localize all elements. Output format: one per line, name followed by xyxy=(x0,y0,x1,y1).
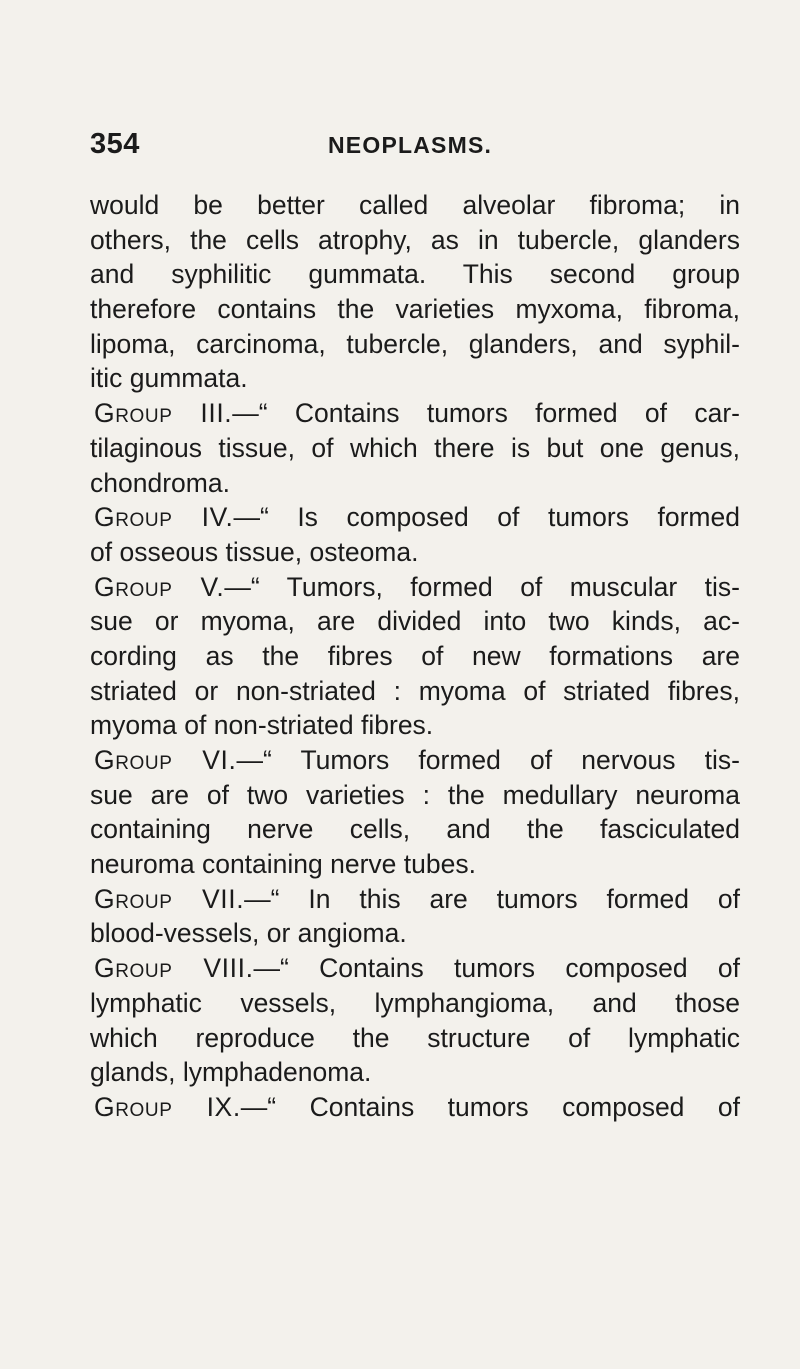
group-label: Group III. xyxy=(94,398,233,429)
text-line xyxy=(90,778,740,813)
text-line xyxy=(90,1021,740,1056)
line-text: sue are of two varieties : the medullary neuroma xyxy=(90,779,740,810)
line-text: others, the cells atrophy, as in tubercle, glanders xyxy=(90,224,740,255)
text-line xyxy=(90,292,740,327)
text-line xyxy=(90,466,740,501)
line-text: and syphilitic gummata. This second group xyxy=(90,259,740,290)
line-text: —“ Contains tumors composed of xyxy=(240,1091,741,1122)
text-line xyxy=(90,361,740,396)
line-text: glands, lymphadenoma. xyxy=(90,1057,372,1088)
line-text: —“ Tumors formed of nervous tis- xyxy=(236,745,740,775)
text-line xyxy=(90,500,740,535)
line-text: would be better called alveolar fibroma; in xyxy=(90,190,740,220)
page-number: 354 xyxy=(90,128,140,160)
line-text: chondroma. xyxy=(90,467,230,498)
line-text: sue or myoma, are divided into two kinds, ac- xyxy=(90,606,740,637)
line-text: —“ Tumors, formed of muscular tis- xyxy=(224,571,740,602)
line-text: striated or non-striated : myoma of striated fibres, xyxy=(90,675,740,706)
running-title: NEOPLASMS. xyxy=(328,132,493,158)
text-line xyxy=(90,674,740,709)
line-text: which reproduce the structure of lymphatic xyxy=(90,1022,740,1053)
text-line xyxy=(90,535,740,570)
line-text: tilaginous tissue, of which there is but one genus, xyxy=(90,432,740,463)
text-line xyxy=(90,1055,740,1090)
line-text: therefore contains the varieties myxoma, fibroma, xyxy=(90,294,740,325)
group-label: Group IX. xyxy=(94,1091,241,1122)
group-label: Group IV. xyxy=(94,502,234,533)
line-text: —“ Contains tumors formed of car- xyxy=(232,398,740,429)
line-text: containing nerve cells, and the fasciculated xyxy=(90,814,740,845)
text-line xyxy=(90,223,740,258)
text-line xyxy=(90,188,740,223)
text-line xyxy=(90,327,740,362)
text-line xyxy=(90,257,740,292)
text-line xyxy=(90,986,740,1021)
text-line xyxy=(90,812,740,847)
text-line xyxy=(90,847,740,882)
line-text: itic gummata. xyxy=(90,363,248,394)
line-text: of osseous tissue, osteoma. xyxy=(90,536,419,567)
text-line xyxy=(90,743,740,778)
line-text: lipoma, carcinoma, tubercle, glanders, and syphil- xyxy=(90,328,740,359)
line-text: neuroma containing nerve tubes. xyxy=(90,849,476,880)
group-label: Group VI. xyxy=(94,745,237,775)
body-text xyxy=(90,188,740,1125)
line-text: —“ In this are tumors formed of xyxy=(244,883,740,914)
line-text: cording as the fibres of new formations are xyxy=(90,640,740,671)
line-text: lymphatic vessels, lymphangioma, and those xyxy=(90,987,740,1018)
group-label: Group V. xyxy=(94,571,225,602)
line-text: —“ Contains tumors composed of xyxy=(253,953,740,984)
line-text: myoma of non-striated fibres. xyxy=(90,710,434,741)
text-line xyxy=(90,604,740,639)
text-line xyxy=(90,916,740,951)
running-head xyxy=(90,128,740,168)
text-line xyxy=(90,1090,740,1125)
text-line xyxy=(90,708,740,743)
text-line xyxy=(90,639,740,674)
text-line xyxy=(90,570,740,605)
line-text: —“ Is composed of tumors formed xyxy=(233,502,740,533)
group-label: Group VIII. xyxy=(94,953,254,984)
text-line xyxy=(90,882,740,917)
group-label: Group VII. xyxy=(94,883,245,914)
line-text: blood-vessels, or angioma. xyxy=(90,918,407,949)
text-line xyxy=(90,431,740,466)
text-line xyxy=(90,951,740,986)
text-line xyxy=(90,396,740,431)
